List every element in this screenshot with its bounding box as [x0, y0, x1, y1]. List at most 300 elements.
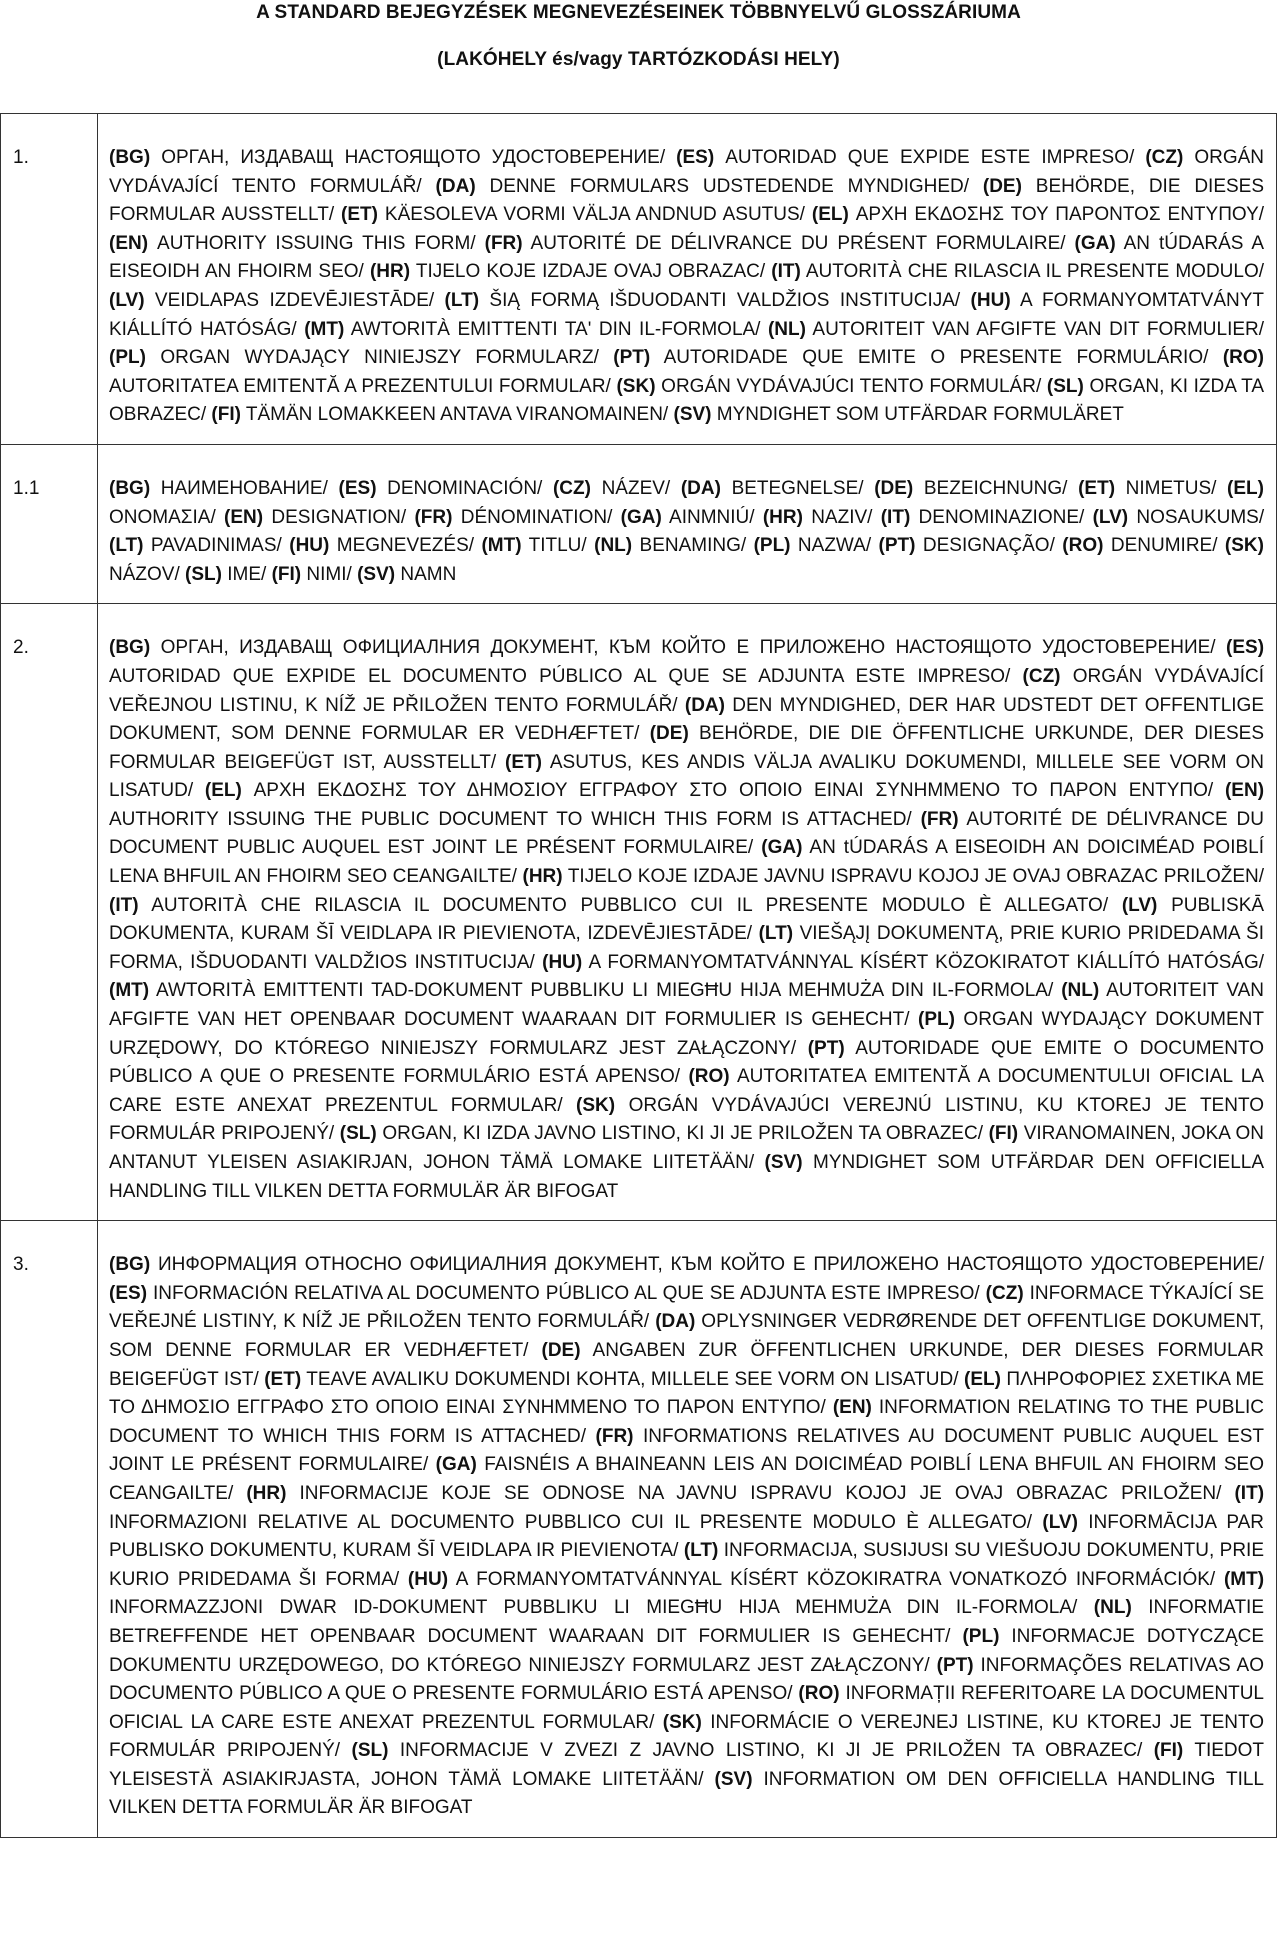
- language-code-label: (GA): [435, 1454, 477, 1476]
- language-code-label: (FR): [414, 506, 453, 528]
- language-code-label: (MT): [1223, 1568, 1265, 1590]
- translation-text: НАИМЕНОВАНИЕ/: [160, 477, 328, 499]
- language-code: FR: [926, 808, 953, 830]
- row-translations: [98, 604, 1277, 1221]
- language-code: LT: [764, 923, 787, 945]
- language-code-label: (DA): [435, 175, 476, 197]
- translation-text: INFORMATION RELATING TO THE PUBLIC DOCUMENT TO WHICH THIS FORM IS ATTACHED/: [109, 1397, 1265, 1447]
- glossary-row: [1, 1221, 1277, 1838]
- translation-text: DENUMIRE/: [1110, 535, 1218, 557]
- language-code: SV: [770, 1152, 797, 1173]
- language-code-label: (BG): [109, 477, 151, 499]
- language-code: RO: [1068, 535, 1098, 557]
- language-code: PT: [884, 535, 910, 557]
- language-code: DE: [547, 1339, 575, 1361]
- language-code: DA: [661, 1311, 689, 1333]
- language-code: ES: [115, 1282, 141, 1304]
- language-code-label: (EL): [963, 1368, 1001, 1390]
- translation-text: NÁZEV/: [601, 477, 671, 499]
- translation-text: ΑΡΧΗ ΕΚΔΟΣΗΣ ΤΟΥ ΔΗΜΟΣΙΟΥ ΕΓΓΡΑΦΟΥ ΣΤΟ ΟΠΟΙΟ ΕΙΝΑΙ ΣΥΝΗΜΜΕΝΟ ΤΟ ΠΑΡΟΝ ΕΝΤΥΠΟ/: [253, 780, 1214, 802]
- language-code-label: (ES): [109, 1282, 148, 1304]
- language-code: BG: [115, 477, 144, 499]
- translation-text: ΑΡΧΗ ΕΚΔΟΣΗΣ ΤΟΥ ΠΑΡΟΝΤΟΣ ΕΝΤΥΠΟΥ/: [855, 204, 1265, 226]
- translation-text: KÄESOLEVA VORMI VÄLJA ANDNUD ASUTUS/: [384, 204, 805, 226]
- translation-text: VIEŠĄJĮ DOKUMENTĄ, PRIE KURIO PRIDEDAMA ŠI FORMA, IŠDUODANTI VALDŽIOS INSTITUCIJA/: [109, 923, 1265, 973]
- language-code: CZ: [559, 477, 585, 499]
- translation-text: INFORMACIJE V ZVEZI Z JAVNO LISTINO, KI JI JE PRILOŽEN TA OBRAZEC/: [399, 1740, 1143, 1762]
- language-code-label: (DE): [649, 723, 689, 745]
- translation-text: NIMETUS/: [1125, 477, 1217, 499]
- language-code: PT: [814, 1037, 839, 1059]
- translation-text: TÄMÄN LOMAKKEEN ANTAVA VIRANOMAINEN/: [245, 404, 669, 426]
- translation-text: NIMI/: [306, 563, 352, 585]
- language-code: EN: [115, 232, 142, 254]
- translation-text: AUTORIDAD QUE EXPIDE EL DOCUMENTO PÚBLICO AL QUE SE ADJUNTA ESTE IMPRESO/: [109, 665, 1011, 687]
- translation-text: AUTHORITY ISSUING THE PUBLIC DOCUMENT TO WHICH THIS FORM IS ATTACHED/: [109, 808, 912, 830]
- language-code: RO: [804, 1683, 834, 1705]
- language-code-label: (SK): [1224, 535, 1264, 557]
- language-code: PT: [942, 1654, 968, 1676]
- translation-text: ORGAN WYDAJĄCY NINIEJSZY FORMULARZ/: [160, 347, 599, 369]
- translation-text: PUBLISKĀ DOKUMENTA, KURAM ŠĪ VEIDLAPA IR PIEVIENOTA, IZDEVĒJIESTĀDE/: [109, 894, 1265, 945]
- translation-text: NAZIV/: [811, 506, 873, 528]
- translation-text: NAMN: [400, 563, 457, 585]
- translation-text: ORGÁN VYDÁVAJÍCÍ VEŘEJNOU LISTINU, K NÍŽ JE PŘILOŽEN TENTO FORMULÁŘ/: [109, 665, 1265, 716]
- translation-text: DESIGNAÇÃO/: [922, 535, 1055, 557]
- language-code: EL: [970, 1368, 995, 1390]
- language-code: SL: [191, 563, 216, 585]
- translation-text: ORGÁN VYDÁVAJÍCÍ TENTO FORMULÁŘ/: [109, 147, 1265, 197]
- language-code-label: (DA): [684, 694, 725, 716]
- language-code-label: (HU): [407, 1568, 449, 1590]
- translation-text: INFORMAÇÕES RELATIVAS AO DOCUMENTO PÚBLICO A QUE O PRESENTE FORMULÁRIO ESTÁ APENSO/: [109, 1654, 1264, 1705]
- glossary-row: [1, 444, 1277, 603]
- language-code-label: (IT): [1234, 1482, 1265, 1504]
- translation-text: OPLYSNINGER VEDRØRENDE DET OFFENTLIGE DOKUMENT, SOM DENNE FORMULAR ER VEDHÆFTET/: [109, 1311, 1264, 1361]
- language-code: LV: [1128, 894, 1152, 916]
- language-code-label: (IT): [880, 506, 911, 528]
- language-code: BG: [115, 147, 144, 168]
- language-code: MT: [310, 318, 338, 340]
- language-code-label: (CZ): [1145, 147, 1184, 168]
- language-code: SV: [679, 404, 706, 426]
- translation-text: NOSAUKUMS/: [1136, 506, 1265, 528]
- translation-text: FAISNÉIS A BHAINEANN LEIS AN DOICIMÉAD POIBLÍ LENA BHFUIL AN FHOIRM SEO CEANGAILTE/: [109, 1454, 1265, 1504]
- language-code: SL: [357, 1740, 383, 1762]
- glossary-row: [1, 114, 1277, 445]
- language-code: MT: [1230, 1568, 1258, 1590]
- language-code: EN: [1231, 780, 1258, 802]
- language-code: EL: [211, 780, 236, 802]
- translation-text: ŠIĄ FORMĄ IŠDUODANTI VALDŽIOS INSTITUCIJA/: [489, 289, 961, 311]
- language-code-label: (HR): [762, 506, 803, 528]
- language-code: SV: [363, 563, 389, 585]
- translation-text: ORGAN, KI IZDA TA OBRAZEC/: [109, 375, 1265, 426]
- language-code: IT: [887, 506, 904, 528]
- language-code-label: (CZ): [552, 477, 591, 499]
- translation-text: INFORMAZIONI RELATIVE AL DOCUMENTO PUBBLICO CUI IL PRESENTE MODULO È ALLEGATO/: [109, 1511, 1033, 1533]
- language-code-label: (SL): [185, 563, 222, 585]
- language-code-label: (IT): [109, 894, 139, 916]
- language-code: GA: [1080, 232, 1110, 254]
- translation-text: BEZEICHNUNG/: [923, 477, 1068, 499]
- language-code-label: (DA): [680, 477, 721, 499]
- language-code-label: (ET): [1078, 477, 1116, 499]
- language-code: SK: [622, 375, 650, 397]
- language-code-label: (SK): [662, 1711, 702, 1733]
- translation-text: NAZWA/: [797, 535, 872, 557]
- page-subtitle: (LAKÓHELY és/vagy TARTÓZKODÁSI HELY): [437, 49, 840, 70]
- translation-text: ОРГАН, ИЗДАВАЩ ОФИЦИАЛНИЯ ДОКУМЕНТ, КЪМ КОЙТО Е ПРИЛОЖЕНО НАСТОЯЩОТО УДОСТОВЕРЕНИЕ/: [160, 637, 1216, 659]
- glossary-body: [1, 114, 1277, 1838]
- language-code: RO: [1229, 347, 1258, 369]
- language-code: MT: [115, 980, 143, 1002]
- language-code-label: (NL): [767, 318, 806, 340]
- translation-text: AUTORITEIT VAN AFGIFTE VAN DIT FORMULIER/: [812, 318, 1265, 340]
- translation-text: AUTORITÉ DE DÉLIVRANCE DU DOCUMENT PUBLIC AUQUEL EST JOINT LE PRÉSENT FORMULAIRE/: [109, 808, 1264, 859]
- language-code-label: (DA): [655, 1311, 696, 1333]
- language-code: EN: [839, 1397, 866, 1419]
- language-code-label: (BG): [109, 147, 151, 168]
- language-code: DA: [441, 175, 470, 197]
- translation-text: BENAMING/: [639, 535, 747, 557]
- translation-text: BEHÖRDE, DIE DIESES FORMULAR AUSSTELLT/: [109, 175, 1265, 226]
- translation-text: AWTORITÀ EMITTENTI TA' DIN IL-FORMOLA/: [350, 318, 761, 340]
- translation-text: DESIGNATION/: [271, 506, 407, 528]
- language-code-label: (MT): [304, 318, 345, 340]
- translation-text: MEGNEVEZÉS/: [336, 535, 475, 557]
- language-code-label: (PL): [109, 347, 146, 369]
- language-code: LV: [1048, 1511, 1072, 1533]
- language-code: SL: [346, 1123, 371, 1145]
- translation-text: DEN MYNDIGHED, DER HAR UDSTEDT DET OFFENTLIGE DOKUMENT, SOM DENNE FORMULAR ER VEDHÆFTET/: [109, 694, 1264, 745]
- translation-text: INFORMÁCIE O VEREJNEJ LISTINE, KU KTOREJ JE TENTO FORMULÁR PRIPOJENÝ/: [109, 1711, 1264, 1762]
- language-code: FR: [490, 232, 517, 254]
- translation-text: DENNE FORMULARS UDSTEDENDE MYNDIGHED/: [489, 175, 970, 197]
- translation-text: MYNDIGHET SOM UTFÄRDAR DEN OFFICIELLA HANDLING TILL VILKEN DETTA FORMULÄR ÄR BIFOGAT: [109, 1152, 1265, 1202]
- translation-text: INFORMACIJE KOJE SE ODNOSE NA JAVNU ISPRAVU KOJOJ JE OVAJ OBRAZAC PRILOŽEN/: [299, 1482, 1222, 1504]
- language-code: ET: [1084, 477, 1109, 499]
- language-code: EL: [818, 204, 843, 226]
- language-code-label: (SV): [714, 1768, 753, 1790]
- language-code: LT: [115, 535, 138, 557]
- language-code-label: (HR): [522, 866, 563, 888]
- language-code-label: (MT): [481, 535, 522, 557]
- language-code-label: (BG): [109, 1254, 151, 1276]
- language-code-label: (GA): [1074, 232, 1116, 254]
- language-code-label: (EN): [224, 506, 264, 528]
- language-code-label: (NL): [1061, 980, 1100, 1002]
- translation-text: PAVADINIMAS/: [150, 535, 282, 557]
- translation-text: TITLU/: [528, 535, 587, 557]
- translation-text: ΠΛΗΡΟΦΟΡΙΕΣ ΣΧΕΤΙΚΑ ΜΕ ΤΟ ΔΗΜΟΣΙΟ ΕΓΓΡΑΦΟ ΣΤΟ ΟΠΟΙΟ ΕΙΝΑΙ ΣΥΝΗΜΜΕΝΟ ΤΟ ΠΑΡΟΝ ΕΝΤΥΠΟ/: [109, 1368, 1264, 1419]
- translation-text: ИНФОРМАЦИЯ ОТНОСНО ОФИЦИАЛНИЯ ДОКУМЕНТ, КЪМ КОЙТО Е ПРИЛОЖЕНО НАСТОЯЩОТО УДОСТОВЕРЕНИЕ/: [157, 1254, 1265, 1276]
- language-code-label: (LV): [109, 289, 145, 311]
- language-code: HU: [295, 535, 324, 557]
- translation-text: IME/: [227, 563, 267, 585]
- translation-text: ORGÁN VYDÁVAJÚCI TENTO FORMULÁR/: [661, 375, 1042, 397]
- language-code: FI: [217, 404, 235, 426]
- language-code-label: (FI): [271, 563, 302, 585]
- language-code-label: (ES): [676, 147, 715, 168]
- language-code-label: (NL): [594, 535, 633, 557]
- translation-text: A FORMANYOMTATVÁNNYAL KÍSÉRT KÖZOKIRATOT KIÁLLÍTÓ HATÓSÁG/: [588, 951, 1265, 973]
- language-code-label: (SK): [616, 375, 656, 397]
- language-code: BG: [115, 1254, 144, 1276]
- language-code: HU: [548, 951, 576, 973]
- glossary-table: [0, 113, 1277, 1838]
- language-code-label: (LV): [1092, 506, 1129, 528]
- translation-text: TIEDOT YLEISESTÄ ASIAKIRJASTA, JOHON TÄMÄ LOMAKE LIITETÄÄN/: [109, 1740, 1265, 1790]
- language-code: FI: [277, 563, 295, 585]
- translation-text: AN tÚDARÁS A EISEOIDH AN DOICIMÉAD POIBLÍ LENA BHFUIL AN FHOIRM SEO CEANGAILTE/: [109, 837, 1265, 888]
- translation-text: MYNDIGHET SOM UTFÄRDAR FORMULÄRET: [716, 404, 1124, 426]
- language-code-label: (FI): [988, 1123, 1019, 1145]
- language-code-label: (CZ): [1022, 665, 1061, 687]
- language-code-label: (LT): [758, 923, 794, 945]
- language-code-label: (MT): [109, 980, 150, 1002]
- language-code: DA: [691, 694, 719, 716]
- translation-text: INFORMAȚII REFERITOARE LA DOCUMENTUL OFICIAL LA CARE ESTE ANEXAT PREZENTUL FORMULAR/: [109, 1683, 1264, 1733]
- language-code: EL: [1233, 477, 1258, 499]
- language-code: NL: [774, 318, 800, 340]
- language-code: DA: [687, 477, 715, 499]
- translation-text: INFORMATIE BETREFFENDE HET OPENBAAR DOCUMENT WAARAAN DIT FORMULIER IS GEHECHT/: [109, 1597, 1265, 1647]
- row-translations: [98, 1221, 1277, 1838]
- translation-text: INFORMĀCIJA PAR PUBLISKO DOKUMENTU, KURAM ŠĪ VEIDLAPA IR PIEVIENOTA/: [109, 1511, 1264, 1562]
- translation-text: BEHÖRDE, DIE DIE ÖFFENTLICHE URKUNDE, DER DIESES FORMULAR BEIGEFÜGT IST, AUSSTELLT/: [109, 723, 1265, 773]
- translation-text: A FORMANYOMTATVÁNNYAL KÍSÉRT KÖZOKIRATRA VONATKOZÓ INFORMÁCIÓK/: [455, 1568, 1216, 1590]
- language-code: IT: [777, 261, 795, 283]
- row-number: 1.: [1, 114, 98, 445]
- language-code-label: (SL): [339, 1123, 377, 1145]
- language-code-label: (CZ): [985, 1282, 1024, 1304]
- language-code-label: (SV): [673, 404, 712, 426]
- language-code-label: (FI): [1153, 1740, 1184, 1762]
- language-code-label: (HU): [542, 951, 583, 973]
- language-code: CZ: [991, 1282, 1018, 1304]
- language-code-label: (SL): [351, 1740, 389, 1762]
- language-code: GA: [626, 506, 656, 528]
- language-code: HR: [376, 261, 404, 283]
- language-code-label: (DE): [541, 1339, 581, 1361]
- language-code-label: (FI): [211, 404, 241, 426]
- language-code-label: (LT): [444, 289, 480, 311]
- language-code-label: (EN): [109, 232, 149, 254]
- language-code: NL: [600, 535, 626, 557]
- language-code: DE: [880, 477, 907, 499]
- translation-text: INFORMAZZJONI DWAR ID-DOKUMENT PUBBLIKU LI MIEGĦU HIJA MEHMUŻA DIN IL-FORMOLA/: [109, 1597, 1078, 1619]
- translation-text: AUTORITÀ CHE RILASCIA IL PRESENTE MODULO/: [805, 261, 1265, 283]
- language-code: PL: [115, 347, 140, 369]
- translation-text: TIJELO KOJE IZDAJE JAVNU ISPRAVU KOJOJ JE OVAJ OBRAZAC PRILOŽEN/: [567, 866, 1265, 888]
- language-code: LV: [115, 289, 139, 311]
- translation-text: ORGÁN VYDÁVAJÚCI VEREJNÚ LISTINU, KU KTOREJ JE TENTO FORMULÁR PRIPOJENÝ/: [109, 1094, 1264, 1145]
- language-code-label: (HU): [289, 535, 330, 557]
- language-code: ET: [347, 204, 372, 226]
- language-code-label: (ES): [338, 477, 377, 499]
- translation-text: ΟΝΟΜΑΣΙΑ/: [109, 506, 216, 528]
- language-code-label: (SK): [576, 1094, 616, 1116]
- row-number: 3.: [1, 1221, 98, 1838]
- language-code: LT: [450, 289, 473, 311]
- language-code-label: (EN): [832, 1397, 872, 1419]
- language-code: HU: [414, 1568, 442, 1590]
- language-code-label: (EL): [1227, 477, 1264, 499]
- page-title: A STANDARD BEJEGYZÉSEK MEGNEVEZÉSEINEK TÖBBNYELVŰ GLOSSZÁRIUMA: [256, 2, 1021, 23]
- language-code-label: (EN): [1224, 780, 1265, 802]
- language-code: SL: [1053, 375, 1078, 397]
- translation-text: DENOMINAZIONE/: [918, 506, 1085, 528]
- language-code: SV: [720, 1768, 747, 1790]
- language-code: HR: [528, 866, 557, 888]
- language-code-label: (NL): [1093, 1597, 1132, 1619]
- language-code: PL: [924, 1009, 949, 1031]
- translation-text: AUTORITÉ DE DÉLIVRANCE DU PRÉSENT FORMULAIRE/: [530, 232, 1066, 254]
- translation-text: INFORMATIONS RELATIVES AU DOCUMENT PUBLIC AUQUEL EST JOINT LE PRÉSENT FORMULAIRE/: [109, 1425, 1264, 1476]
- translation-text: VIRANOMAINEN, JOKA ON ANTANUT YLEISEN ASIAKIRJAN, JOHON TÄMÄ LOMAKE LIITETÄÄN/: [109, 1123, 1264, 1173]
- language-code: HR: [769, 506, 797, 528]
- translation-text: AUTORIDADE QUE EMITE O DOCUMENTO PÚBLICO A QUE O PRESENTE FORMULÁRIO ESTÁ APENSO/: [109, 1037, 1265, 1088]
- language-code: EN: [230, 506, 257, 528]
- translation-text: INFORMACJE DOTYCZĄCE DOKUMENTU URZĘDOWEGO, DO KTÓREGO NINIEJSZY FORMULARZ JEST ZAŁĄCZONY/: [109, 1625, 1265, 1676]
- language-code: DE: [656, 723, 683, 745]
- translation-text: A FORMANYOMTATVÁNYT KIÁLLÍTÓ HATÓSÁG/: [109, 289, 1264, 340]
- language-code: FI: [1160, 1740, 1177, 1762]
- language-code: HR: [252, 1482, 281, 1504]
- language-code-label: (LV): [1042, 1511, 1078, 1533]
- translation-text: AINMNIÚ/: [669, 506, 755, 528]
- row-number: 2.: [1, 604, 98, 1221]
- language-code-label: (GA): [761, 837, 803, 859]
- translation-text: AUTHORITY ISSUING THIS FORM/: [157, 232, 476, 254]
- language-code-label: (LT): [683, 1540, 719, 1562]
- translation-text: AUTORIDAD QUE EXPIDE ESTE IMPRESO/: [725, 147, 1135, 168]
- language-code-label: (ET): [505, 751, 542, 773]
- translation-text: INFORMATION OM DEN OFFICIELLA HANDLING TILL VILKEN DETTA FORMULÄR ÄR BIFOGAT: [109, 1768, 1264, 1819]
- language-code-label: (RO): [688, 1066, 730, 1088]
- translation-text: AN tÚDARÁS A EISEOIDH AN FHOIRM SEO/: [109, 232, 1265, 283]
- language-code: CZ: [1028, 665, 1055, 687]
- language-code-label: (SV): [357, 563, 396, 585]
- translation-text: VEIDLAPAS IZDEVĒJIESTĀDE/: [154, 289, 435, 311]
- translation-text: DÉNOMINATION/: [460, 506, 613, 528]
- language-code: NL: [1100, 1597, 1126, 1619]
- language-code: DE: [989, 175, 1016, 197]
- language-code-label: (BG): [109, 637, 151, 659]
- language-code: NL: [1067, 980, 1093, 1002]
- language-code: FR: [420, 506, 447, 528]
- language-code-label: (EL): [204, 780, 242, 802]
- language-code: CZ: [1151, 147, 1177, 168]
- language-code-label: (PT): [936, 1654, 974, 1676]
- language-code-label: (ES): [1226, 637, 1265, 659]
- language-code-label: (GA): [620, 506, 662, 528]
- language-code: BG: [115, 637, 144, 659]
- translation-text: INFORMACE TÝKAJÍCÍ SE VEŘEJNÉ LISTINY, K NÍŽ JE PŘILOŽEN TENTO FORMULÁŘ/: [109, 1282, 1264, 1333]
- language-code: IT: [1240, 1482, 1258, 1504]
- translation-text: AUTORIDADE QUE EMITE O PRESENTE FORMULÁRIO/: [663, 347, 1209, 369]
- language-code-label: (HU): [970, 289, 1011, 311]
- row-translations: [98, 444, 1277, 603]
- translation-text: ОРГАН, ИЗДАВАЩ НАСТОЯЩОТО УДОСТОВЕРЕНИЕ/: [161, 147, 666, 168]
- language-code-label: (PT): [878, 535, 916, 557]
- translation-text: AWTORITÀ EMITTENTI TAD-DOKUMENT PUBBLIKU LI MIEGĦU HIJA MEHMUŻA DIN IL-FORMOLA/: [156, 980, 1054, 1002]
- translation-text: ORGAN WYDAJĄCY DOKUMENT URZĘDOWY, DO KTÓREGO NINIEJSZY FORMULARZ JEST ZAŁĄCZONY/: [109, 1009, 1264, 1059]
- translation-text: ANGABEN ZUR ÖFFENTLICHEN URKUNDE, DER DIESES FORMULAR BEIGEFÜGT IST/: [109, 1339, 1264, 1390]
- language-code: ET: [511, 751, 536, 773]
- language-code-label: (LT): [109, 535, 144, 557]
- language-code: ES: [682, 147, 708, 168]
- language-code: IT: [115, 894, 133, 916]
- language-code: GA: [442, 1454, 471, 1476]
- translation-text: ASUTUS, KES ANDIS VÄLJA AVALIKU DOKUMENDI, MILLELE SEE VORM ON LISATUD/: [109, 751, 1264, 802]
- language-code-label: (ET): [341, 204, 378, 226]
- language-code: PL: [759, 535, 785, 557]
- language-code-label: (FR): [484, 232, 523, 254]
- language-code-label: (RO): [1062, 535, 1104, 557]
- language-code: LV: [1098, 506, 1122, 528]
- language-code: ES: [344, 477, 371, 499]
- translation-text: BETEGNELSE/: [731, 477, 864, 499]
- language-code: GA: [767, 837, 797, 859]
- translation-text: ORGAN, KI IZDA JAVNO LISTINO, KI JI JE PRILOŽEN TA OBRAZEC/: [382, 1123, 983, 1145]
- language-code: FI: [994, 1123, 1012, 1145]
- translation-text: AUTORITEIT VAN AFGIFTE VAN HET OPENBAAR DOCUMENT WAARAAN DIT FORMULIER IS GEHECHT/: [109, 980, 1264, 1031]
- language-code: PL: [968, 1625, 994, 1647]
- language-code-label: (RO): [1222, 347, 1264, 369]
- language-code-label: (DE): [874, 477, 914, 499]
- language-code-label: (LV): [1121, 894, 1158, 916]
- language-code-label: (DE): [982, 175, 1022, 197]
- language-code: LT: [690, 1540, 712, 1562]
- language-code-label: (SV): [764, 1152, 803, 1173]
- language-code: RO: [694, 1066, 724, 1088]
- translation-text: INFORMACIJA, SUSIJUSI SU VIEŠUOJU DOKUMENTU, PRIE KURIO PRIDEDAMA ŠI FORMA/: [109, 1540, 1265, 1590]
- translation-text: INFORMACIÓN RELATIVA AL DOCUMENTO PÚBLICO AL QUE SE ADJUNTA ESTE IMPRESO/: [153, 1282, 980, 1304]
- language-code-label: (SL): [1046, 375, 1084, 397]
- language-code: HU: [976, 289, 1005, 311]
- translation-text: AUTORITÀ CHE RILASCIA IL DOCUMENTO PUBBLICO CUI IL PRESENTE MODULO È ALLEGATO/: [151, 894, 1109, 916]
- language-code: FR: [601, 1425, 628, 1447]
- language-code: ET: [270, 1368, 295, 1390]
- language-code: SK: [669, 1711, 696, 1733]
- language-code-label: (PL): [753, 535, 791, 557]
- language-code-label: (IT): [771, 261, 801, 283]
- translation-text: TEAVE AVALIKU DOKUMENDI KOHTA, MILLELE SEE VORM ON LISATUD/: [306, 1368, 959, 1390]
- language-code-label: (FR): [920, 808, 959, 830]
- glossary-row: [1, 604, 1277, 1221]
- language-code: SK: [1231, 535, 1258, 557]
- language-code-label: (RO): [798, 1683, 840, 1705]
- translation-text: AUTORITATEA EMITENTĂ A PREZENTULUI FORMULAR/: [109, 375, 611, 397]
- language-code-label: (PL): [918, 1009, 955, 1031]
- translation-text: TIJELO KOJE IZDAJE OVAJ OBRAZAC/: [415, 261, 766, 283]
- language-code-label: (HR): [369, 261, 411, 283]
- language-code: SK: [582, 1094, 609, 1116]
- language-code-label: (ET): [264, 1368, 302, 1390]
- row-translations: [98, 114, 1277, 445]
- row-number: 1.1: [1, 444, 98, 603]
- translation-text: DENOMINACIÓN/: [387, 477, 543, 499]
- language-code-label: (PL): [962, 1625, 1000, 1647]
- language-code: MT: [487, 535, 516, 557]
- translation-text: AUTORITATEA EMITENTĂ A DOCUMENTULUI OFICIAL LA CARE ESTE ANEXAT PREZENTUL FORMULAR/: [109, 1066, 1264, 1116]
- language-code: ES: [1232, 637, 1258, 659]
- language-code-label: (EL): [811, 204, 849, 226]
- language-code-label: (PT): [613, 347, 651, 369]
- translation-text: NÁZOV/: [109, 563, 180, 585]
